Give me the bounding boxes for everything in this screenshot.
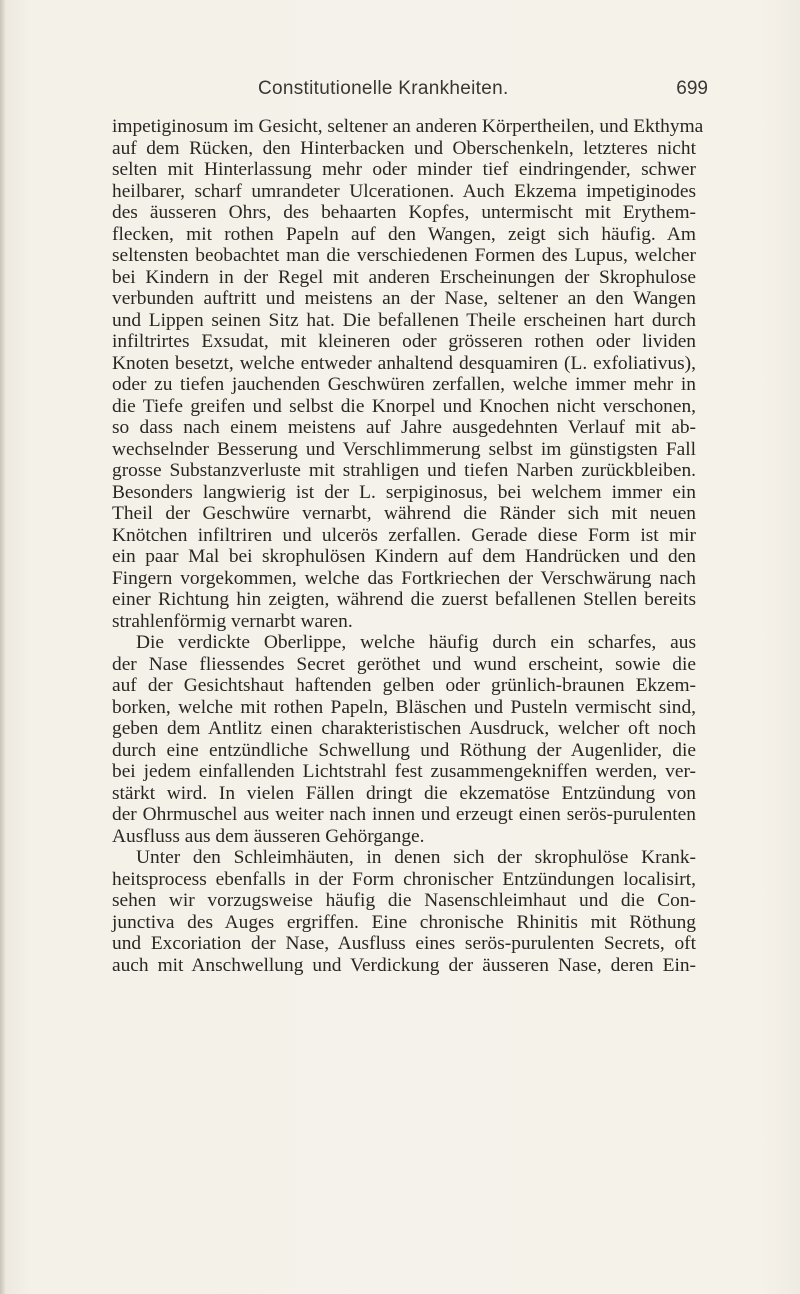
text-line: grosse Substanzverluste mit strahligen und tiefen Narben zurückbleiben. [112, 460, 696, 481]
text-line: und Excoriation der Nase, Ausfluss eines serös-purulenten Secrets, oft [112, 933, 696, 954]
page-header [258, 78, 708, 104]
text-line: Besonders langwierig ist der L. serpiginosus, bei welchem immer ein [112, 481, 696, 503]
text-line: heitsprocess ebenfalls in der Form chronischer Entzündungen localisirt, [112, 868, 696, 890]
text-line: ein paar Mal bei skrophulösen Kindern auf dem Handrücken und den [112, 546, 696, 567]
text-line: geben dem Antlitz einen charakteristischen Ausdruck, welcher oft noch [112, 718, 696, 739]
running-title: Constitutionelle Krankheiten. [258, 78, 509, 99]
text-line: der Nase fliessendes Secret geröthet und wund erscheint, sowie die [112, 653, 696, 675]
binding-shadow [0, 0, 6, 1294]
text-line: sehen wir vorzugsweise häufig die Nasenschleimhaut und die Con- [112, 890, 696, 911]
text-line: des äusseren Ohrs, des behaarten Kopfes, untermischt mit Erythem- [112, 202, 696, 223]
text-line: junctiva des Auges ergriffen. Eine chronische Rhinitis mit Röthung [112, 911, 696, 933]
text-line: auf dem Rücken, den Hinterbacken und Oberschenkeln, letzteres nicht [112, 137, 696, 159]
text-line: heilbarer, scharf umrandeter Ulcerationen. Auch Ekzema impetiginodes [112, 180, 696, 202]
text-line: bei jedem einfallenden Lichtstrahl fest zusammengekniffen werden, ver- [112, 761, 696, 782]
text-line: oder zu tiefen jauchenden Geschwüren zerfallen, welche immer mehr in [112, 374, 696, 395]
text-line: Knoten besetzt, welche entweder anhaltend desquamiren (L. exfoliativus), [112, 352, 696, 374]
text-line: infiltrirtes Exsudat, mit kleineren oder grösseren rothen oder lividen [112, 331, 696, 352]
page-number: 699 [676, 78, 708, 99]
text-line: auch mit Anschwellung und Verdickung der äusseren Nase, deren Ein- [112, 954, 696, 976]
text-line: Knötchen infiltriren und ulcerös zerfallen. Gerade diese Form ist mir [112, 524, 696, 546]
text-line: flecken, mit rothen Papeln auf den Wangen, zeigt sich häufig. Am [112, 223, 696, 245]
text-line: Theil der Geschwüre vernarbt, während die Ränder sich mit neuen [112, 503, 696, 524]
text-line: seltensten beobachtet man die verschiedenen Formen des Lupus, welcher [112, 245, 696, 266]
text-line: impetiginosum im Gesicht, seltener an anderen Körpertheilen, und Ekthyma [112, 116, 704, 137]
text-line: wechselnder Besserung und Verschlimmerung selbst im günstigsten Fall [112, 438, 696, 460]
text-line: so dass nach einem meistens auf Jahre ausgedehnten Verlauf mit ab- [112, 417, 696, 438]
text-line: die Tiefe greifen und selbst die Knorpel und Knochen nicht verschonen, [112, 395, 696, 417]
paragraph-start-line: Die verdickte Oberlippe, welche häufig durch ein scharfes, aus [136, 632, 696, 653]
paragraph-end-line: strahlenförmig vernarbt waren. [112, 610, 353, 632]
text-line: verbunden auftritt und meistens an der Nase, seltener an den Wangen [112, 288, 696, 309]
text-line: durch eine entzündliche Schwellung und Röthung der Augenlider, die [112, 739, 696, 761]
text-line: bei Kindern in der Regel mit anderen Erscheinungen der Skrophulose [112, 266, 696, 288]
text-line: borken, welche mit rothen Papeln, Bläschen und Pusteln vermischt sind, [112, 696, 696, 718]
text-line: selten mit Hinterlassung mehr oder minder tief eindringender, schwer [112, 159, 696, 180]
paragraph-end-line: Ausfluss aus dem äusseren Gehörgange. [112, 825, 425, 847]
text-line: auf der Gesichtshaut haftenden gelben oder grünlich-braunen Ekzem- [112, 675, 696, 696]
text-line: einer Richtung hin zeigten, während die zuerst befallenen Stellen bereits [112, 589, 696, 610]
body-text [112, 116, 704, 976]
text-line: stärkt wird. In vielen Fällen dringt die ekzematöse Entzündung von [112, 782, 696, 804]
paragraph-start-line: Unter den Schleimhäuten, in denen sich der skrophulöse Krank- [136, 847, 696, 868]
text-line: und Lippen seinen Sitz hat. Die befallenen Theile erscheinen hart durch [112, 309, 696, 331]
text-line: Fingern vorgekommen, welche das Fortkriechen der Verschwärung nach [112, 567, 696, 589]
text-line: der Ohrmuschel aus weiter nach innen und erzeugt einen serös-purulenten [112, 804, 696, 825]
